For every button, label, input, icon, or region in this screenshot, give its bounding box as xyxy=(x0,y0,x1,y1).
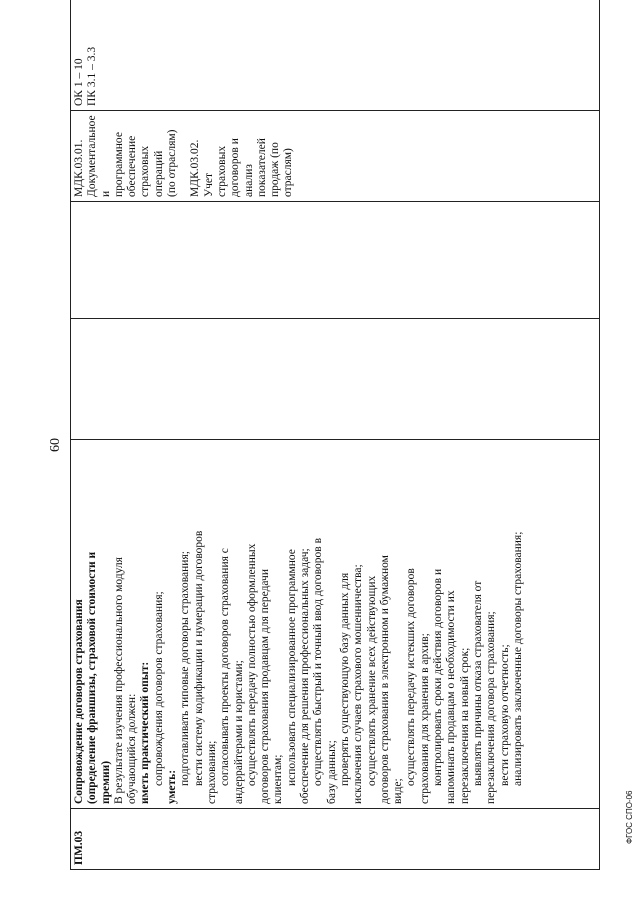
intro-line: обучающийся должен: xyxy=(126,693,139,804)
skill-line: договоров страхования продавцам для передачи xyxy=(259,569,272,804)
skill-line: напоминать продавцам о необходимости их xyxy=(445,590,458,804)
page-number: 60 xyxy=(48,438,63,452)
rotated-page xyxy=(48,20,600,870)
skill-line: обеспечение для решения профессиональных задач; xyxy=(299,548,312,804)
mdk-code: МДК.03.02. Учет xyxy=(189,139,215,197)
skill-line: согласовывать проекты договоров страхования с xyxy=(219,548,232,786)
mdk-line: анализ показателей xyxy=(242,138,268,197)
competency-cell xyxy=(71,0,600,111)
mdk-cell xyxy=(71,111,600,202)
skill-line: осуществлять хранение всех действующих xyxy=(365,575,378,786)
module-title-line: премии) xyxy=(99,760,112,804)
skill-line: вести систему кодификации и нумерации договоров xyxy=(192,530,205,786)
skill-line: перезаключения договора страхования; xyxy=(485,611,498,804)
skill-line: использовать специализированное программное xyxy=(285,549,298,786)
mdk-line: продаж (по отраслям) xyxy=(269,142,295,197)
mdk-line: страховых операций xyxy=(139,145,165,197)
skill-line: перезаключения на новый срок; xyxy=(458,647,471,804)
skill-list xyxy=(179,444,525,804)
module-code-cell xyxy=(71,809,600,870)
mdk-line: (по отраслям) xyxy=(166,129,179,197)
skill-line: выявлять причины отказа страхователя от xyxy=(471,580,484,786)
practice-heading: иметь практический опыт: xyxy=(139,661,152,804)
skill-line: вести страховую отчетность; xyxy=(498,644,511,786)
skill-line: страхования; xyxy=(205,740,218,804)
intro-line: В результате изучения профессионального модуля xyxy=(112,557,125,804)
module-content-cell xyxy=(71,440,600,809)
skill-line: базу данных; xyxy=(325,740,338,804)
empty-cell xyxy=(71,202,600,319)
table-row xyxy=(71,0,600,870)
skill-line: страхования для хранения в архив; xyxy=(418,633,431,804)
module-title xyxy=(73,444,113,804)
skill-line: осуществлять передачу полностью оформленных xyxy=(245,543,258,786)
curriculum-table xyxy=(70,0,600,870)
module-title-line: (определение франшизы, страховой стоимости и xyxy=(86,551,99,804)
module-code: ПМ.03 xyxy=(73,830,85,865)
mdk-line: программное xyxy=(112,132,125,197)
skill-line: осуществлять передачу истекших договоров xyxy=(405,568,418,786)
skill-line: виде; xyxy=(392,778,405,804)
mdk-line: страховых договоров и xyxy=(215,138,242,197)
skill-line: проверять существующую базу данных для xyxy=(338,572,351,786)
skill-line: исключения случаев страхового мошенничества; xyxy=(352,564,365,804)
mdk-line: обеспечение xyxy=(126,135,139,197)
practice-item: сопровождения договоров страхования; xyxy=(152,591,165,786)
competency-line: ОК 1 – 10 xyxy=(73,58,85,106)
mdk-code: МДК.03.01. xyxy=(73,139,85,197)
skill-line: контролировать сроки действия договоров и xyxy=(432,568,445,786)
module-title-line: Сопровождение договоров страхования xyxy=(73,599,85,804)
mdk-line: Документальное и xyxy=(86,115,112,197)
skill-line: андеррайтерами и юристами; xyxy=(232,660,245,804)
footer-code: ФГОС СПО-06 xyxy=(625,790,634,844)
skill-line: договоров страхования в электронном и бумажном xyxy=(378,555,391,804)
skill-line: подготавливать типовые договоры страхования; xyxy=(179,551,192,786)
competency-line: ПК 3.1 – 3.3 xyxy=(86,46,99,106)
empty-cell xyxy=(71,319,600,440)
skill-line: клиентам; xyxy=(272,754,285,804)
skill-line: осуществлять быстрый и точный ввод договоров в xyxy=(312,537,325,786)
skill-line: анализировать заключенные договоры страхования; xyxy=(511,531,524,786)
skills-heading: уметь: xyxy=(166,769,179,804)
